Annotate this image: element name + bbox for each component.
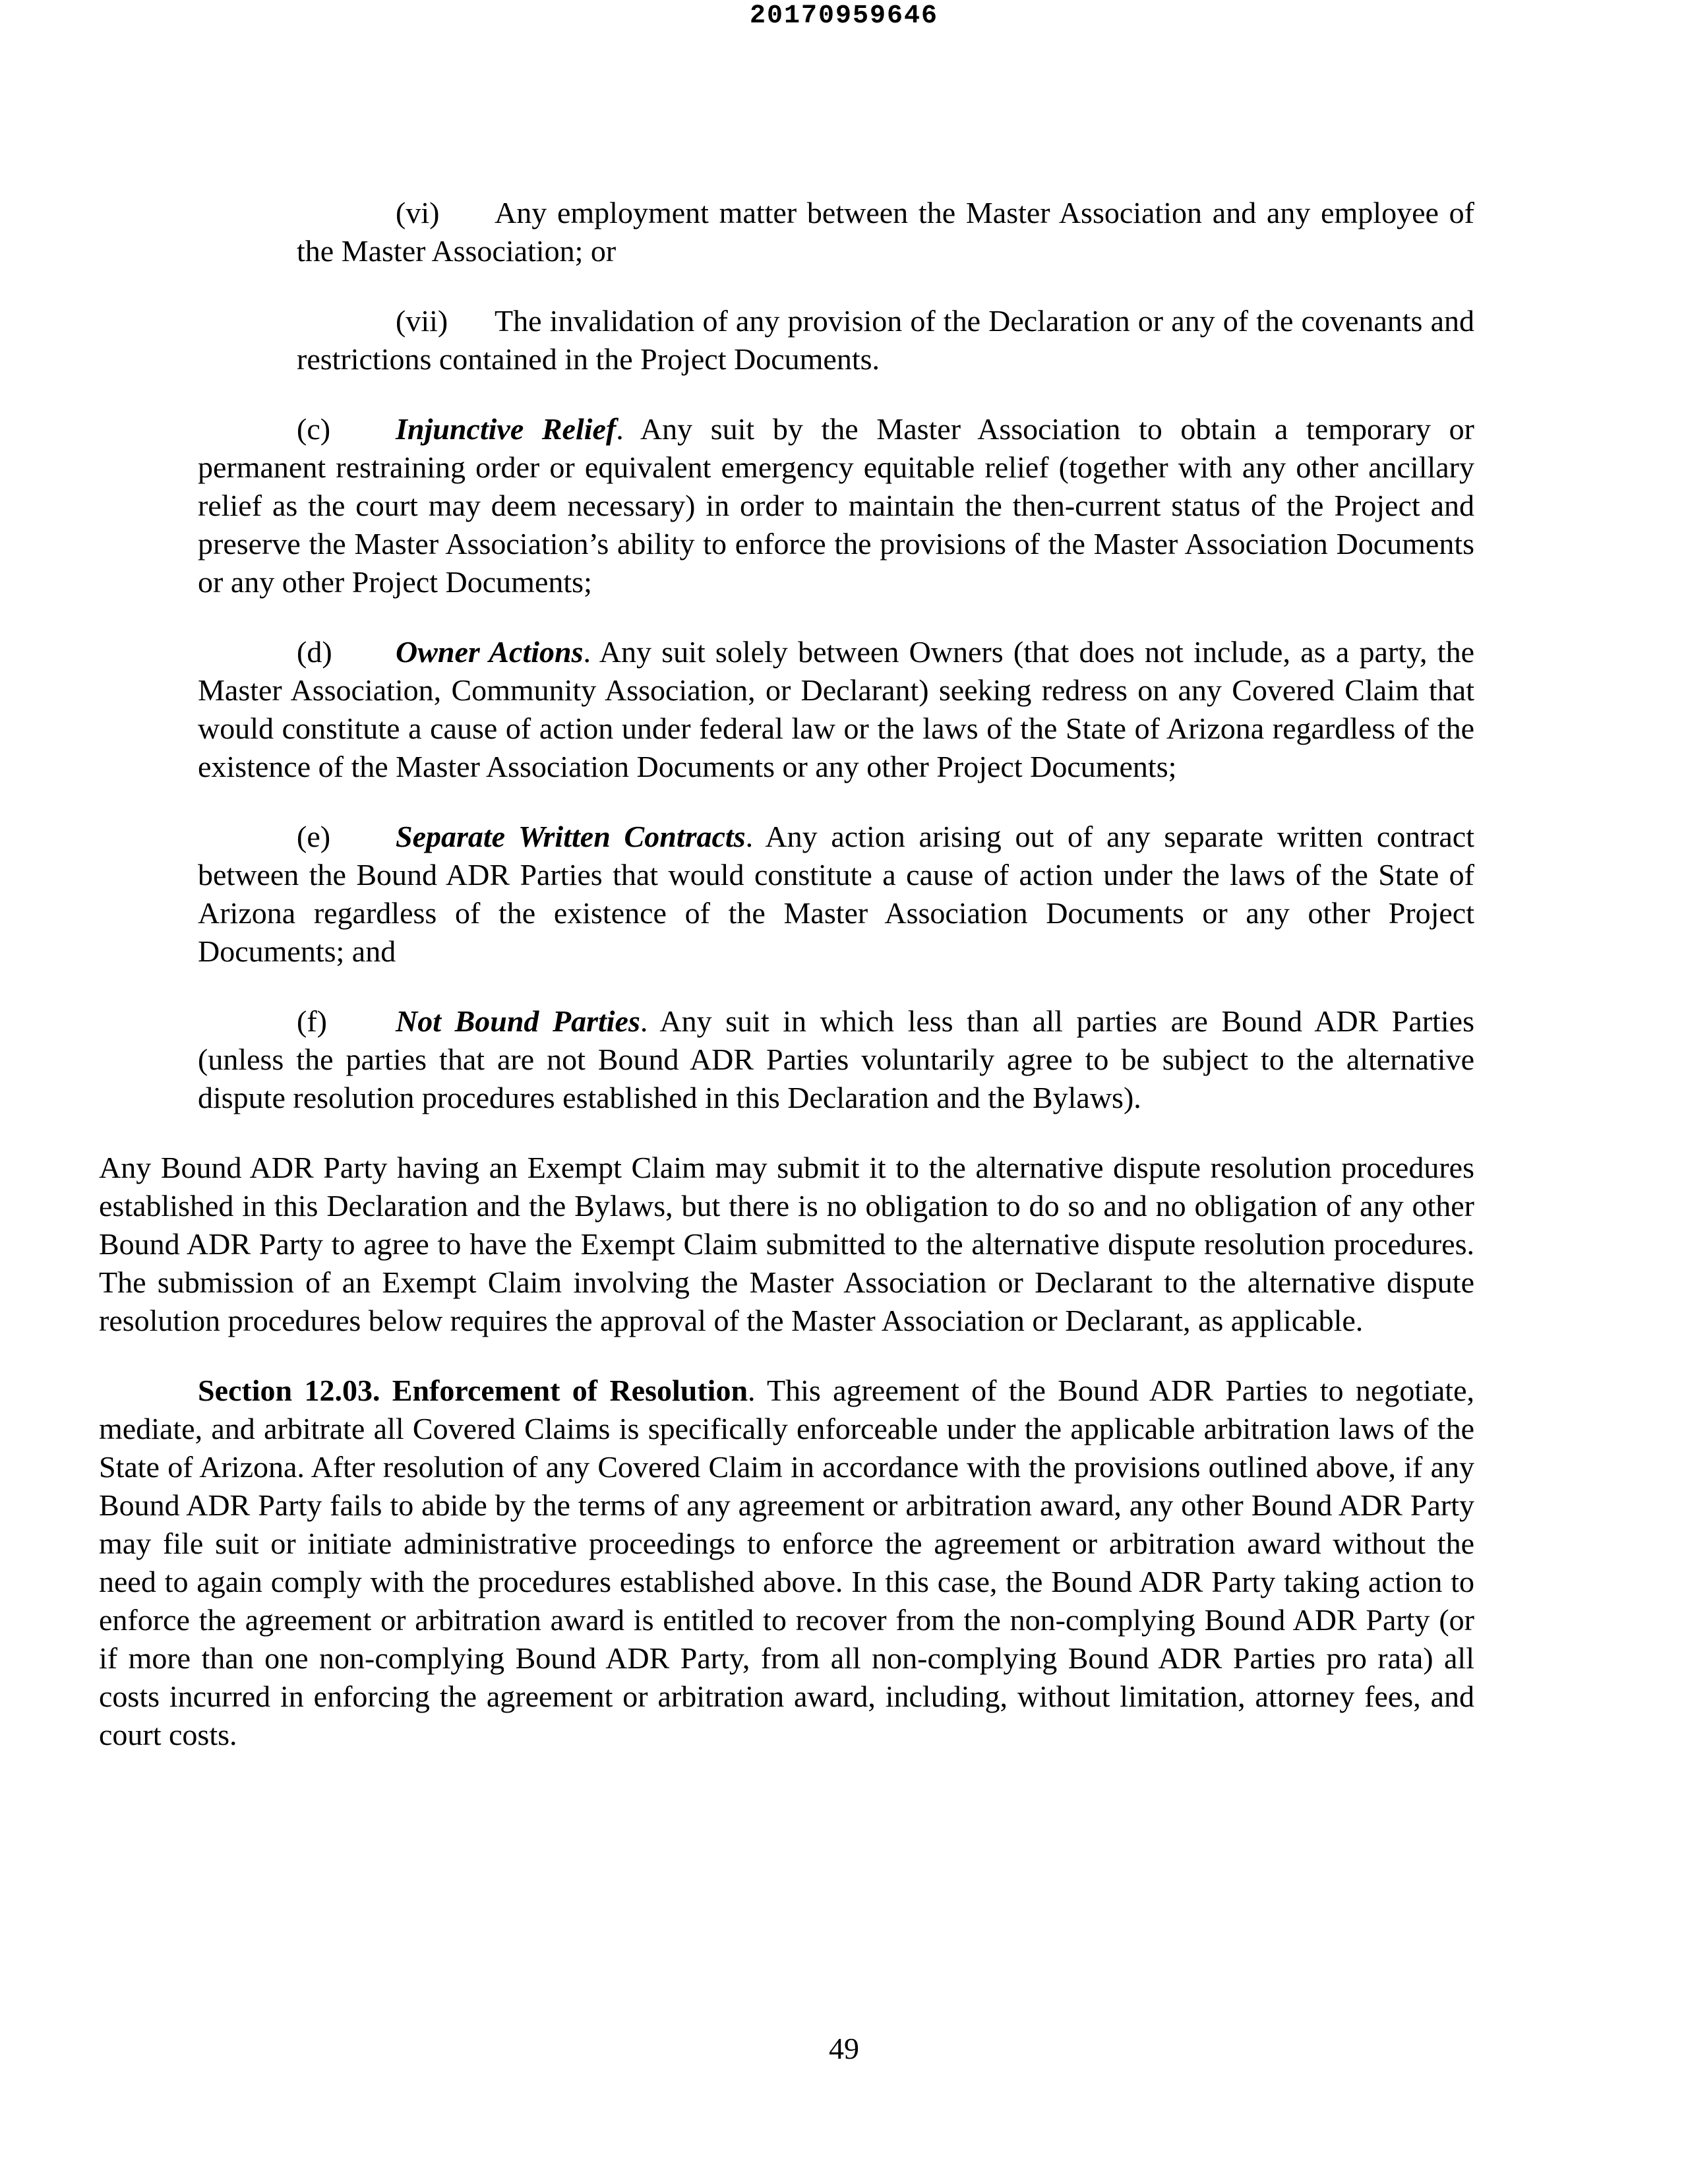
clause-number: (vii): [396, 304, 448, 338]
document-body: [99, 194, 1475, 1786]
clause-text: . Any suit in which less than all parties are Bound ADR Parties (unless the parties that are not Bound ADR Parties voluntarily agree to be subject to the alternative dispute resolution procedures established in this Declaration and the Bylaws).: [198, 1004, 1474, 1114]
clause-f-not-bound-parties: [198, 1002, 1474, 1117]
clause-number: (d): [297, 635, 332, 669]
page-number: 49: [829, 2032, 859, 2065]
clause-d-owner-actions: [198, 633, 1474, 786]
clause-text: . Any suit solely between Owners (that does not include, as a party, the Master Association, Community Association, or Declarant) seeking redress on any Covered Claim that would constitute a cause of action under federal law or the laws of the State of Arizona regardless of the existence of the Master Association Documents or any other Project Documents;: [198, 635, 1474, 783]
section-12-03-paragraph: [99, 1372, 1474, 1754]
clause-heading: Injunctive Relief: [396, 412, 617, 446]
clause-number: (f): [297, 1004, 327, 1038]
clause-number: (c): [297, 412, 331, 446]
clause-text: The invalidation of any provision of the Declaration or any of the covenants and restrictions contained in the Project Documents.: [297, 304, 1474, 376]
section-heading: Section 12.03. Enforcement of Resolution: [198, 1374, 748, 1407]
clause-c-injunctive-relief: [198, 410, 1474, 601]
clause-text: Any employment matter between the Master Association and any employee of the Master Association; or: [297, 196, 1474, 268]
clause-text: . Any suit by the Master Association to obtain a temporary or permanent restraining order or equivalent emergency equitable relief (together with any other ancillary relief as the court may deem necessary) in order to maintain the then-current status of the Project and preserve the Master Association’s ability to enforce the provisions of the Master Association Documents or any other Project Documents;: [198, 412, 1475, 599]
clause-heading: Not Bound Parties: [396, 1004, 640, 1038]
clause-heading: Owner Actions: [396, 635, 584, 669]
exempt-claim-paragraph: Any Bound ADR Party having an Exempt Claim may submit it to the alternative dispute resolution procedures established in this Declaration and the Bylaws, but there is no obligation to do so and no obligation of any other Bound ADR Party to agree to have the Exempt Claim submitted to the alternative dispute resolution procedures. The submission of an Exempt Claim involving the Master Association or Declarant to the alternative dispute resolution procedures below requires the approval of the Master Association or Declarant, as applicable.: [99, 1151, 1474, 1337]
clause-vi: [297, 194, 1474, 270]
clause-heading: Separate Written Contracts: [396, 820, 746, 853]
clause-number: (e): [297, 820, 331, 853]
clause-number: (vi): [396, 196, 440, 229]
clause-text: . Any action arising out of any separate written contract between the Bound ADR Parties that would constitute a cause of action under the laws of the State of Arizona regardless of the existence of the Master Association Documents or any other Project Documents; and: [198, 820, 1474, 968]
clause-vii: [297, 302, 1474, 379]
clause-e-separate-written-contracts: [198, 818, 1474, 971]
document-number: 20170959646: [749, 1, 939, 31]
section-text: . This agreement of the Bound ADR Parties to negotiate, mediate, and arbitrate all Covered Claims is specifically enforceable under the applicable arbitration laws of the State of Arizona. After resolution of any Covered Claim in accordance with the provisions outlined above, if any Bound ADR Party fails to abide by the terms of any agreement or arbitration award, any other Bound ADR Party may file suit or initiate administrative proceedings to enforce the agreement or arbitration award without the need to again comply with the procedures established above. In this case, the Bound ADR Party taking action to enforce the agreement or arbitration award is entitled to recover from the non-complying Bound ADR Party (or if more than one non-complying Bound ADR Party, from all non-complying Bound ADR Parties pro rata) all costs incurred in enforcing the agreement or arbitration award, including, without limitation, attorney fees, and court costs.: [99, 1374, 1474, 1751]
